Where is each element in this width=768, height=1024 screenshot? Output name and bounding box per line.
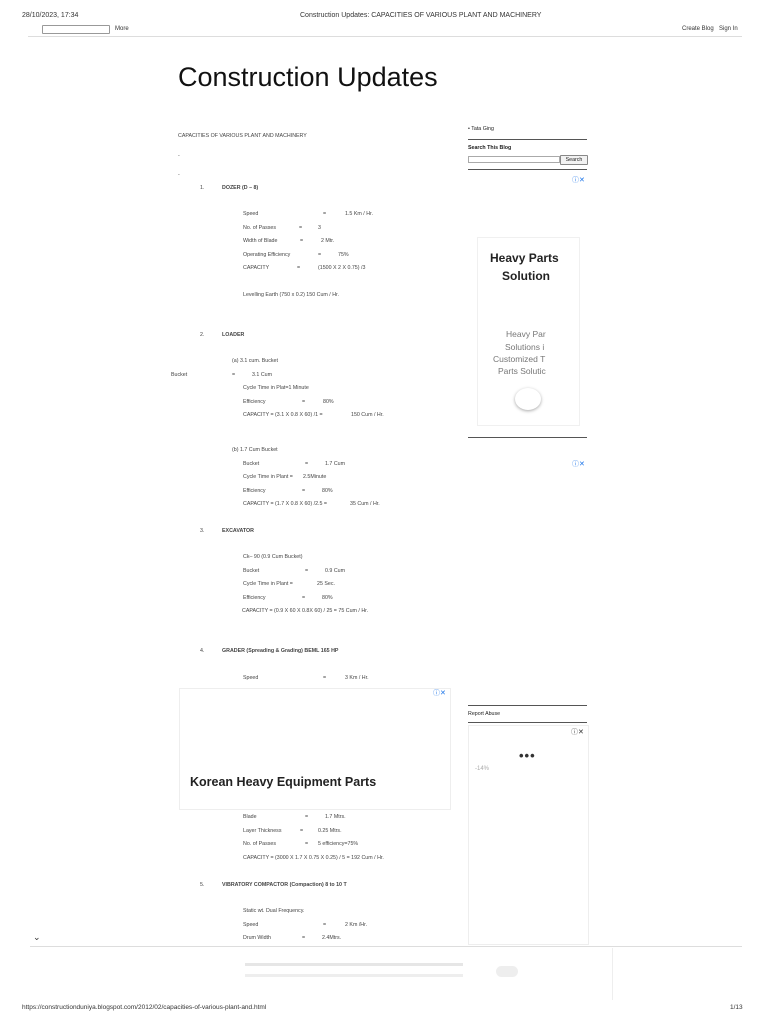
section-title: DOZER (D – 8) — [222, 185, 259, 191]
ad-loading-dots: ••• — [519, 748, 536, 763]
param-equals: = — [323, 922, 327, 928]
param-value: 3 Km / Hr. — [345, 675, 369, 681]
param-label: Cycle Time in Plant = — [243, 581, 293, 587]
param-label: No. of Passes — [243, 225, 276, 231]
ad-choices-icon[interactable]: ⓘ✕ — [571, 729, 584, 736]
section-title: GRADER (Spreading & Grading) BEML 165 HP — [222, 648, 339, 654]
param-equals: = — [299, 225, 303, 231]
param-equals: = — [232, 372, 236, 378]
param-label: CAPACITY = (1.7 X 0.8 X 60) /2.5 = — [243, 501, 328, 507]
param-label: Speed — [243, 211, 259, 217]
param-formula: CAPACITY = (0.9 X 60 X 0.8X 60) / 25 = 75 Cum / Hr. — [242, 608, 369, 614]
sidebar-divider — [468, 437, 587, 438]
sidebar-ad-button[interactable] — [515, 388, 541, 410]
param-value: 1.7 Mtrs. — [325, 814, 346, 820]
param-label: Efficiency — [243, 488, 266, 494]
param-label: CAPACITY = (3.1 X 0.8 X 60) /1 = — [243, 412, 323, 418]
param-value: 0.25 Mtrs. — [318, 828, 342, 834]
param-equals: = — [302, 595, 306, 601]
param-label: No. of Passes — [243, 841, 276, 847]
post-heading: CAPACITIES OF VARIOUS PLANT AND MACHINERY — [178, 133, 307, 139]
param-value: 2.4Mtrs. — [322, 935, 342, 941]
blog-title[interactable]: Construction Updates — [178, 62, 438, 92]
section-title: LOADER — [222, 332, 245, 338]
param-label: Blade — [243, 814, 257, 820]
banner-text-blur — [245, 963, 463, 966]
navbar-create-blog-link[interactable]: Create Blog — [682, 26, 714, 32]
param-value: 80% — [322, 488, 333, 494]
sidebar-divider — [468, 139, 587, 140]
param-label: Bucket — [243, 461, 260, 467]
banner-text-blur — [245, 974, 463, 977]
print-page-title: Construction Updates: CAPACITIES OF VARIOUS PLANT AND MACHINERY — [300, 12, 542, 19]
param-label: Layer Thickness — [243, 828, 282, 834]
sidebar-divider — [468, 722, 587, 723]
param-equals: = — [302, 399, 306, 405]
param-label: Efficiency — [243, 399, 266, 405]
param-note: Ck– 90 (0.9 Cum Bucket) — [243, 554, 303, 560]
section-number: 5. — [200, 882, 205, 888]
sidebar-ad-text: Parts Solutic — [498, 366, 546, 376]
param-note: Levelling Earth (750 x 0.2) 150 Cum / Hr. — [243, 292, 339, 298]
print-url: https://constructionduniya.blogspot.com/2012/02/capacities-of-various-plant-and.html — [22, 1004, 267, 1011]
param-value: 80% — [323, 399, 334, 405]
ad-discount-text: -14% — [475, 766, 490, 772]
report-abuse-link[interactable]: Report Abuse — [468, 711, 501, 717]
section-title: EXCAVATOR — [222, 528, 254, 534]
navbar-divider — [28, 36, 742, 37]
post-dash: - — [178, 153, 180, 159]
sidebar-ad-bottom[interactable] — [468, 725, 589, 945]
param-label: CAPACITY — [243, 265, 270, 271]
chevron-down-icon[interactable]: ⌄ — [33, 932, 41, 942]
print-datetime: 28/10/2023, 17:34 — [22, 12, 79, 19]
param-label: Speed — [243, 675, 259, 681]
subsection-title: (a) 3.1 cum. Bucket — [232, 358, 278, 364]
param-equals: = — [305, 461, 309, 467]
param-value: 75% — [338, 252, 349, 258]
param-label: Efficiency — [243, 595, 266, 601]
sidebar-item-label: Tata Ging — [471, 126, 494, 132]
param-equals: = — [302, 488, 306, 494]
param-equals: = — [323, 675, 327, 681]
param-value: (1500 X 2 X 0.75) /3 — [318, 265, 366, 271]
ad-choices-icon[interactable]: ⓘ✕ — [572, 177, 585, 184]
param-equals: = — [300, 238, 304, 244]
param-value: 1.7 Cum — [325, 461, 346, 467]
param-value: 150 Cum / Hr. — [351, 412, 384, 418]
ad-choices-icon[interactable]: ⓘ✕ — [572, 461, 585, 468]
param-value: 80% — [322, 595, 333, 601]
section-number: 2. — [200, 332, 205, 338]
param-label: Cycle Time in Plant = — [243, 474, 293, 480]
banner-toggle[interactable] — [496, 966, 518, 977]
param-value: 2.5Minute — [303, 474, 327, 480]
sidebar-ad[interactable] — [477, 237, 580, 426]
param-equals: = — [297, 265, 301, 271]
sidebar-divider — [468, 705, 587, 706]
param-formula: CAPACITY = (3000 X 1.7 X 0.75 X 0.25) / 5 = 192 Cum / Hr. — [243, 855, 384, 861]
section-title: VIBRATORY COMPACTOR (Compaction) 8 to 10 T — [222, 882, 347, 888]
sidebar-ad-text: Heavy Par — [506, 329, 546, 339]
navbar-sign-in-link[interactable]: Sign In — [719, 26, 738, 32]
param-value: 3 — [318, 225, 321, 231]
section-number: 3. — [200, 528, 205, 534]
param-label: Width of Blade — [243, 238, 278, 244]
param-equals: = — [305, 814, 309, 820]
param-value: 25 Sec. — [317, 581, 335, 587]
param-equals: = — [305, 568, 309, 574]
param-equals: = — [305, 841, 309, 847]
param-value: 5 efficiency=75% — [318, 841, 359, 847]
section-number: 1. — [200, 185, 205, 191]
search-widget-title: Search This Blog — [468, 145, 512, 151]
param-note: Cycle Time in Plat=1 Minute — [243, 385, 309, 391]
navbar-more-link[interactable]: More — [115, 26, 129, 32]
param-label: Bucket — [171, 372, 188, 378]
sidebar-divider — [468, 169, 587, 170]
print-page-number: 1/13 — [730, 1004, 743, 1011]
post-dash: - — [178, 172, 180, 178]
param-equals: = — [323, 211, 327, 217]
sidebar-ad-title: Heavy Parts — [490, 251, 559, 265]
search-input[interactable] — [468, 156, 560, 163]
sidebar-ad-title: Solution — [502, 269, 550, 283]
sidebar-ad-text: Solutions i — [505, 342, 545, 352]
param-value: 35 Cum / Hr. — [350, 501, 380, 507]
sidebar-item-tata-ging[interactable]: • Tata Ging — [468, 126, 494, 132]
param-label: Bucket — [243, 568, 260, 574]
param-equals: = — [302, 935, 306, 941]
param-label: Speed — [243, 922, 259, 928]
section-number: 4. — [200, 648, 205, 654]
param-value: 3.1 Cum — [252, 372, 273, 378]
banner-divider — [612, 948, 613, 1000]
param-value: 1.5 Km / Hr. — [345, 211, 373, 217]
param-equals: = — [318, 252, 322, 258]
param-label: Drum Width — [243, 935, 271, 941]
param-label: Operating Efficiency — [243, 252, 291, 258]
inline-ad-title[interactable]: Korean Heavy Equipment Parts — [190, 775, 377, 789]
search-button[interactable]: Search — [560, 155, 588, 165]
inline-ad[interactable] — [179, 688, 451, 810]
param-value: 2 Mtr. — [321, 238, 335, 244]
ad-choices-icon[interactable]: ⓘ✕ — [433, 690, 446, 697]
sidebar-ad-text: Customized T — [493, 354, 546, 364]
subsection-title: (b) 1.7 Cum Bucket — [232, 447, 278, 453]
param-value: 2 Km /Hr. — [345, 922, 368, 928]
param-note: Static wt. Dual Frequency. — [243, 908, 305, 914]
navbar-search-box[interactable] — [42, 25, 110, 34]
param-value: 0.9 Cum — [325, 568, 346, 574]
param-equals: = — [300, 828, 304, 834]
